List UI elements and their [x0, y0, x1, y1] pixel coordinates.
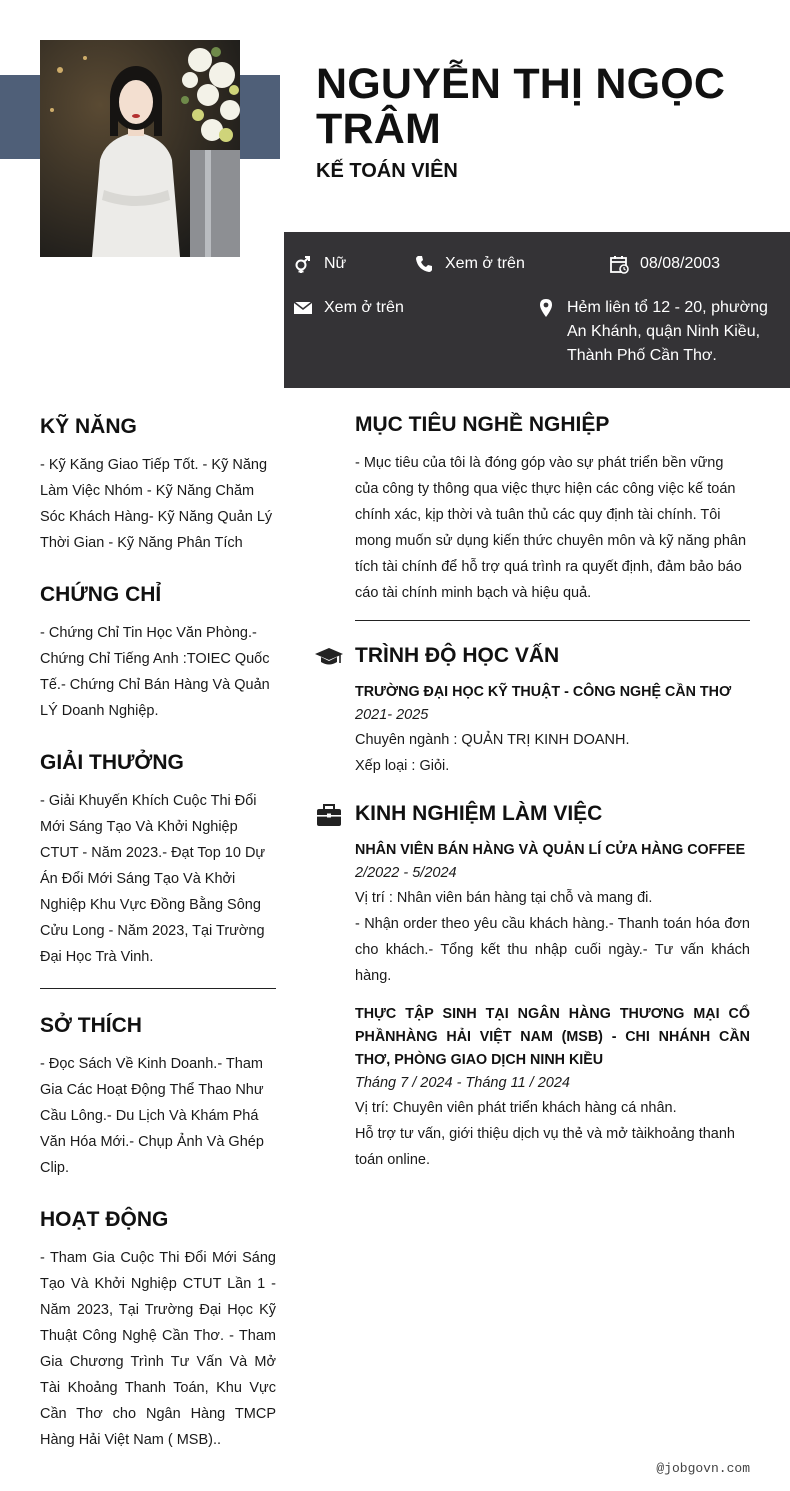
education-school: TRƯỜNG ĐẠI HỌC KỸ THUẬT - CÔNG NGHỆ CẦN THƠ [355, 684, 732, 700]
footer-watermark: @jobgovn.com [656, 1461, 750, 1476]
certificates-text: - Chứng Chỉ Tin Học Văn Phòng.- Chứng Chỉ Tiếng Anh :TOIEC Quốc Tế.- Chứng Chỉ Bán Hàng Và Quản LÝ Doanh Nghiệp. [40, 625, 270, 719]
skills-text: - Kỹ Kăng Giao Tiếp Tốt. - Kỹ Năng Làm Việc Nhóm - Kỹ Năng Chăm Sóc Khách Hàng- Kỹ Năng Quản Lý Thời Gian - Kỹ Năng Phân Tích [40, 457, 273, 551]
awards-section [40, 748, 276, 970]
education-major: Chuyên ngành : QUẢN TRỊ KINH DOANH. [355, 732, 630, 748]
education-section [355, 641, 750, 779]
graduation-cap-icon [315, 645, 343, 669]
experience-item [355, 1003, 750, 1173]
job-period: Tháng 7 / 2024 - Tháng 11 / 2024 [355, 1075, 570, 1091]
job-org: NHÂN VIÊN BÁN HÀNG VÀ QUẢN LÍ CỬA HÀNG COFFEE [355, 842, 746, 858]
job-org: THỰC TẬP SINH TẠI NGÂN HÀNG THƯƠNG MẠI CỔ PHẦNHÀNG HẢI VIỆT NAM (MSB) - CHI NHÁNH CẦN THƠ, PHÒNG GIAO DỊCH NINH KIỀU [355, 1006, 750, 1068]
education-rank: Xếp loại : Giỏi. [355, 758, 450, 774]
location-pin-icon [536, 298, 556, 318]
objective-text: - Mục tiêu của tôi là đóng góp vào sự phát triển bền vững của công ty thông qua việc thực hiện các công việc kế toán chính xác, kịp thời và tuân thủ các quy định tài chính. Tôi mong muốn sử dụng kiến thức chuyên môn và kỹ năng phân tích tài chính để hỗ trợ quá trình ra quyết định, đảm bảo báo cáo tài chính minh bạch và hiệu quả. [355, 455, 747, 601]
calendar-icon [609, 254, 629, 274]
experience-item [355, 839, 750, 989]
job-description: - Nhận order theo yêu cầu khách hàng.- Thanh toán hóa đơn cho khách.- Tổng kết thu nhập cuối ngày.- Tư vấn khách hàng. [355, 916, 750, 984]
envelope-icon [293, 298, 313, 318]
job-title: KẾ TOÁN VIÊN [316, 160, 458, 182]
experience-section [355, 799, 750, 1173]
hobbies-text: - Đọc Sách Về Kinh Doanh.- Tham Gia Các Hoạt Động Thể Thao Như Cầu Lông.- Du Lịch Và Khám Phá Văn Hóa Mới.- Chụp Ảnh Và Ghép Clip. [40, 1056, 264, 1176]
objective-title: MỤC TIÊU NGHỀ NGHIỆP [355, 413, 610, 436]
contact-phone: Xem ở trên [414, 252, 525, 276]
phone-icon [414, 254, 434, 274]
job-position: Vị trí: Chuyên viên phát triển khách hàng cá nhân. [355, 1100, 677, 1116]
skills-section [40, 412, 276, 556]
job-position: Vị trí : Nhân viên bán hàng tại chỗ và mang đi. [355, 890, 653, 906]
contact-birthdate: 08/08/2003 [609, 252, 720, 276]
hobbies-section [40, 1011, 276, 1181]
job-description: Hỗ trợ tư vấn, giới thiệu dịch vụ thẻ và mở tàikhoảng thanh toán online. [355, 1126, 735, 1168]
awards-text: - Giải Khuyến Khích Cuộc Thi Đổi Mới Sáng Tạo Và Khởi Nghiệp CTUT - Năm 2023.- Đạt Top 10 Dự Án Đổi Mới Sáng Tạo Và Khởi Nghiệp Khu Vực Đồng Bằng Sông Cửu Long - Năm 2023, Tại Trường Đại Học Trà Vinh. [40, 793, 266, 965]
experience-title: KINH NGHIỆM LÀM VIỆC [355, 802, 603, 825]
objective-section [355, 410, 750, 606]
activities-section [40, 1205, 276, 1453]
candidate-name: NGUYỄN THỊ NGỌC TRÂM [316, 60, 726, 153]
certificates-title: CHỨNG CHỈ [40, 583, 162, 606]
left-divider [40, 988, 276, 989]
hobbies-title: SỞ THÍCH [40, 1014, 142, 1037]
skills-title: KỸ NĂNG [40, 415, 137, 438]
contact-panel [284, 232, 790, 388]
education-period: 2021- 2025 [355, 707, 429, 723]
activities-text: - Tham Gia Cuộc Thi Đổi Mới Sáng Tạo Và Khởi Nghiệp CTUT Lần 1 - Năm 2023, Tại Trường Đại Học Kỹ Thuật Công Nghệ Cần Thơ. - Tham Gia Chương Trình Tư Vấn Và Mở Tài Khoảng Thanh Toán, Khu Vực Cần Thơ cho Ngân Hàng TMCP Hàng Hải Việt Nam ( MSB).. [40, 1250, 276, 1448]
gender-icon [293, 254, 313, 274]
contact-gender: Nữ [293, 252, 346, 276]
contact-address: Hẻm liên tổ 12 - 20, phường An Khánh, quận Ninh Kiều, Thành Phố Cần Thơ. [536, 296, 786, 368]
briefcase-icon [315, 803, 343, 827]
awards-title: GIẢI THƯỞNG [40, 751, 184, 774]
left-column [40, 412, 276, 1477]
activities-title: HOẠT ĐỘNG [40, 1208, 169, 1231]
contact-email: Xem ở trên [293, 296, 404, 320]
profile-photo [40, 40, 240, 257]
education-title: TRÌNH ĐỘ HỌC VẤN [355, 644, 560, 667]
right-column [355, 410, 750, 1173]
right-divider [355, 620, 750, 621]
job-period: 2/2022 - 5/2024 [355, 865, 457, 881]
certificates-section [40, 580, 276, 724]
